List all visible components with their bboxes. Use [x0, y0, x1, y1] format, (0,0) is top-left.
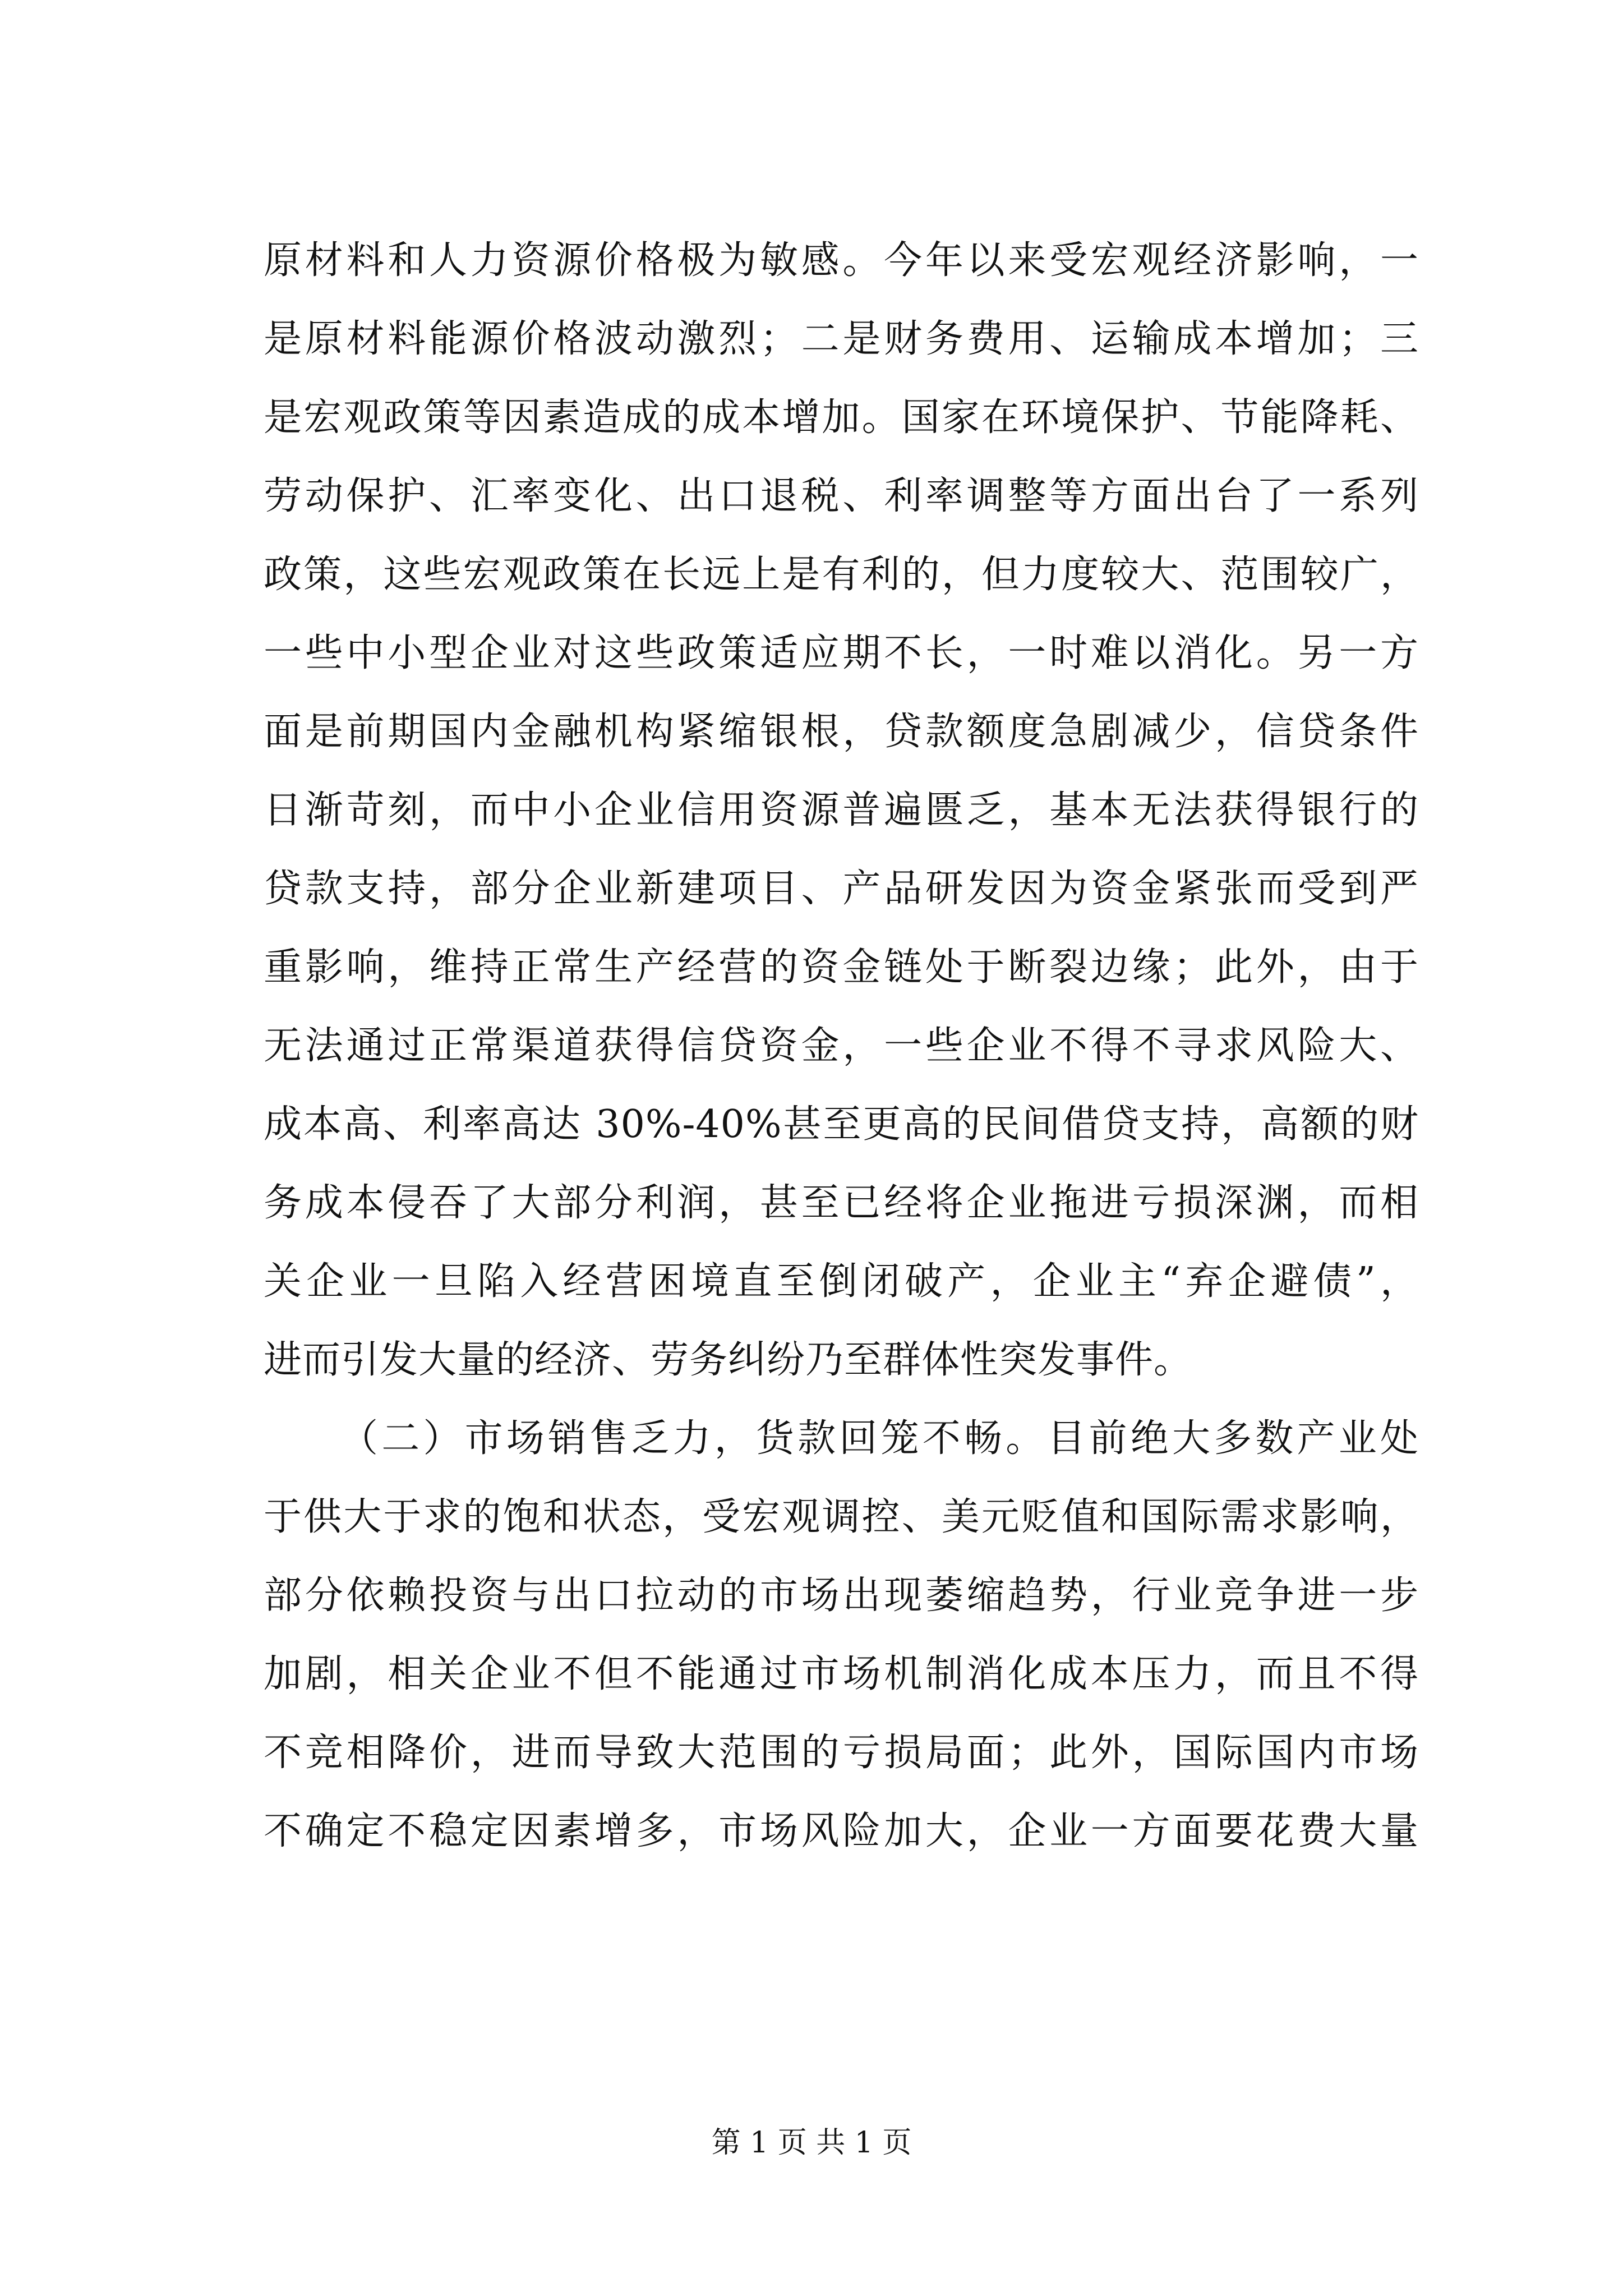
- text-line: 是原材料能源价格波动激烈；二是财务费用、运输成本增加；三: [264, 317, 1419, 361]
- text-line: 部分依赖投资与出口拉动的市场出现萎缩趋势，行业竞争进一步: [264, 1573, 1419, 1618]
- text-line: 原材料和人力资源价格极为敏感。今年以来受宏观经济影响，一: [264, 238, 1419, 283]
- text-line: 劳动保护、汇率变化、出口退税、利率调整等方面出台了一系列: [264, 474, 1419, 518]
- document-body: [264, 222, 1419, 1871]
- page-number-footer: 第 1 页 共 1 页: [711, 2126, 912, 2160]
- text-line: 进而引发大量的经济、劳务纠纷乃至群体性突发事件。: [264, 1338, 1193, 1382]
- text-line: 不竞相降价，进而导致大范围的亏损局面；此外，国际国内市场: [264, 1731, 1419, 1775]
- text-line: 重影响，维持正常生产经营的资金链处于断裂边缘；此外，由于: [264, 945, 1419, 990]
- text-line: 务成本侵吞了大部分利润，甚至已经将企业拖进亏损深渊，而相: [264, 1181, 1419, 1225]
- text-line: 面是前期国内金融机构紧缩银根，贷款额度急剧减少，信贷条件: [264, 710, 1419, 754]
- text-line: 加剧，相关企业不但不能通过市场机制消化成本压力，而且不得: [264, 1652, 1419, 1696]
- text-line: 日渐苛刻，而中小企业信用资源普遍匮乏，基本无法获得银行的: [264, 788, 1419, 832]
- text-line: （二）市场销售乏力，货款回笼不畅。目前绝大多数产业处: [340, 1416, 1419, 1461]
- text-line: 政策，这些宏观政策在长远上是有利的，但力度较大、范围较广，: [264, 553, 1419, 597]
- text-line: 是宏观政策等因素造成的成本增加。国家在环境保护、节能降耗、: [264, 395, 1419, 440]
- text-line: 不确定不稳定因素增多，市场风险加大，企业一方面要花费大量: [264, 1809, 1419, 1853]
- paragraph-2: [264, 1400, 1419, 1871]
- paragraph-1: [264, 222, 1419, 1400]
- text-line: 成本高、利率高达 30%-40%甚至更高的民间借贷支持，高额的财: [264, 1102, 1419, 1147]
- text-line: 于供大于求的饱和状态，受宏观调控、美元贬值和国际需求影响，: [264, 1495, 1419, 1539]
- text-line: 一些中小型企业对这些政策适应期不长，一时难以消化。另一方: [264, 631, 1419, 675]
- text-line: 贷款支持，部分企业新建项目、产品研发因为资金紧张而受到严: [264, 867, 1419, 911]
- text-line: 无法通过正常渠道获得信贷资金，一些企业不得不寻求风险大、: [264, 1024, 1419, 1068]
- text-line: 关企业一旦陷入经营困境直至倒闭破产，企业主“弃企避债”，: [264, 1259, 1419, 1304]
